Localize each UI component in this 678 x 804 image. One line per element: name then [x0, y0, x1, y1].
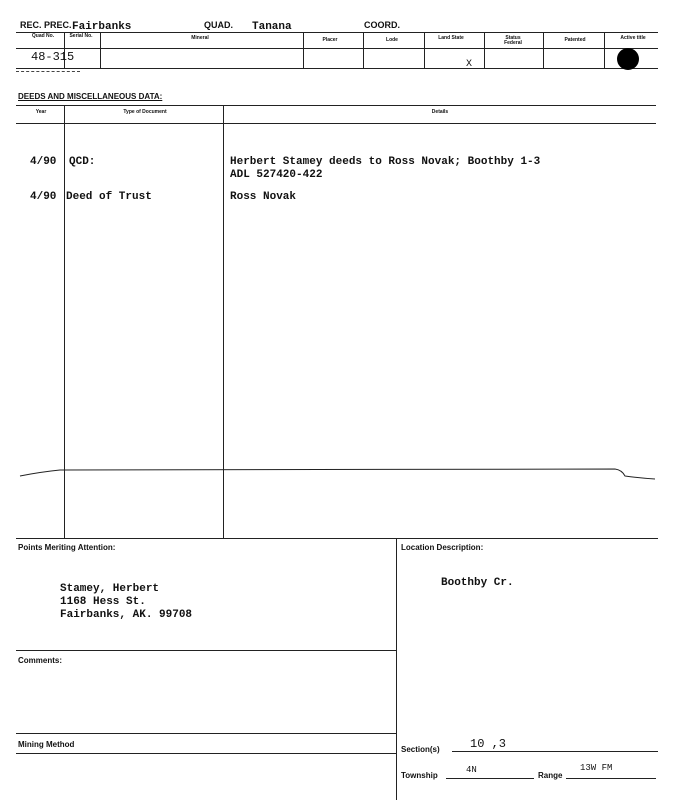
col-status-federal: Status Federal: [504, 35, 522, 46]
header-divider: [543, 33, 544, 68]
comments-label: Comments:: [18, 656, 63, 665]
col-details: Details: [431, 109, 449, 115]
land-state-mark: X: [466, 59, 473, 70]
coord-label: COORD.: [364, 20, 400, 30]
col-active-title: Active title: [620, 35, 646, 41]
header-divider: [303, 33, 304, 68]
township-label: Township: [401, 771, 438, 780]
deed-row-details-2: ADL 527420-422: [230, 169, 323, 181]
deeds-section-title: DEEDS AND MISCELLANEOUS DATA:: [18, 92, 163, 101]
mining-rule: [16, 733, 396, 734]
header-divider: [484, 33, 485, 68]
quad-no-value: 48-315: [31, 50, 75, 64]
deeds-rule-top: [16, 105, 656, 106]
col-mineral: Mineral: [191, 35, 209, 41]
header-rule-mid: [16, 48, 658, 49]
points-line-1: Stamey, Herbert: [60, 583, 160, 595]
range-value: 13W FM: [580, 763, 613, 773]
header-rule-top: [16, 32, 658, 33]
col-year: Year: [35, 109, 47, 115]
location-value: Boothby Cr.: [441, 577, 514, 589]
deeds-rule-bottom: [16, 538, 658, 539]
col-land-state: Land State: [438, 35, 464, 41]
mining-method-label: Mining Method: [18, 740, 75, 749]
col-patented: Patented: [564, 37, 586, 43]
sections-value: 10 ,3: [470, 737, 507, 751]
header-rule-dash: [16, 71, 80, 72]
comments-rule: [16, 650, 396, 651]
col-serial-no: Serial No.: [69, 33, 93, 39]
township-underline: [446, 778, 534, 779]
rec-prec-label: REC. PREC.: [20, 20, 72, 30]
sections-label: Section(s): [401, 745, 440, 754]
deeds-rule-header: [16, 123, 656, 124]
header-rule-bottom: [16, 68, 658, 69]
deed-row-details: Herbert Stamey deeds to Ross Novak; Boothby 1-3: [230, 156, 541, 168]
col-quad-no: Quad No.: [31, 33, 55, 39]
col-type: Type of Document: [123, 109, 167, 115]
mining-rule-2: [16, 753, 396, 754]
deed-row-year: 4/90: [30, 191, 57, 203]
points-line-2: 1168 Hess St.: [60, 596, 146, 608]
fold-line: [0, 460, 678, 490]
range-underline: [566, 778, 656, 779]
sections-underline: [452, 751, 658, 752]
active-title-dot: [617, 48, 639, 70]
rec-prec-value: Fairbanks: [72, 21, 132, 33]
header-divider: [363, 33, 364, 68]
points-line-3: Fairbanks, AK. 99708: [60, 609, 193, 621]
deed-row-details: Ross Novak: [230, 191, 297, 203]
range-label: Range: [538, 771, 563, 780]
quad-label: QUAD.: [204, 20, 233, 30]
header-divider: [100, 33, 101, 68]
points-label: Points Meriting Attention:: [18, 543, 116, 552]
deed-row-year: 4/90: [30, 156, 57, 168]
header-divider: [604, 33, 605, 68]
deed-row-type: Deed of Trust: [66, 191, 152, 203]
col-lode: Lode: [386, 37, 398, 43]
quad-value: Tanana: [252, 21, 292, 33]
deed-row-type: QCD:: [69, 156, 96, 168]
header-divider: [424, 33, 425, 68]
bottom-divider: [396, 538, 397, 800]
col-placer: Placer: [322, 37, 338, 43]
township-value: 4N: [466, 765, 477, 775]
location-label: Location Description:: [401, 543, 484, 552]
